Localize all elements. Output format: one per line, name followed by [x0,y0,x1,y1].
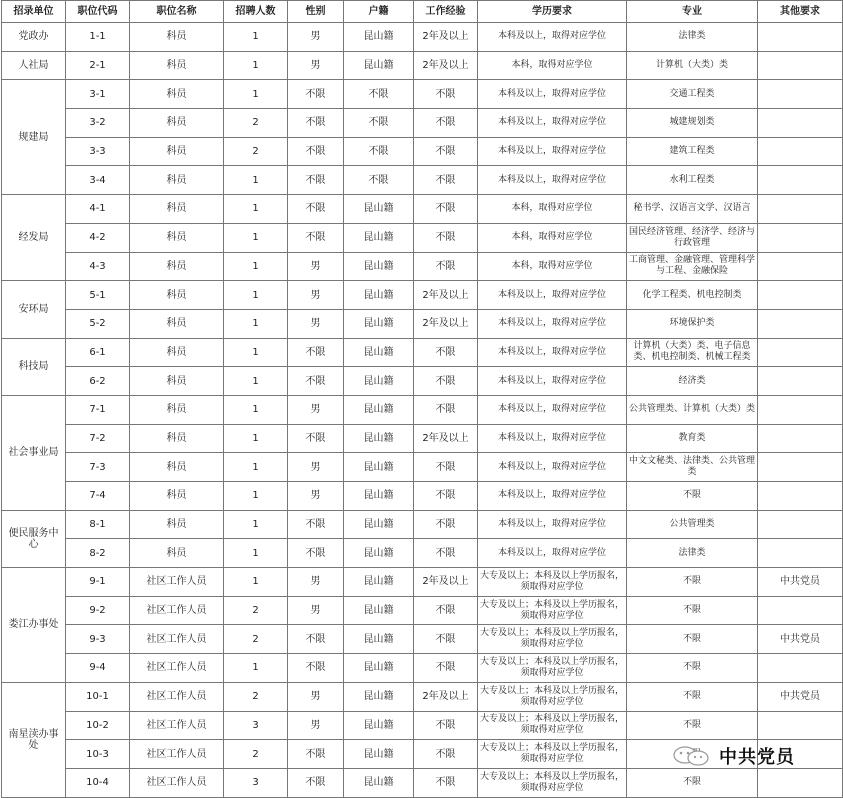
cell-position-code: 6-2 [66,367,130,396]
cell-hire-count: 1 [224,424,288,453]
table-row [2,482,843,511]
cell-hukou: 昆山籍 [344,223,414,252]
cell-major: 城建规划类 [627,109,758,138]
cell-position-code: 7-4 [66,482,130,511]
cell-gender: 不限 [288,740,344,769]
cell-major: 经济类 [627,367,758,396]
cell-dept: 规建局 [2,80,66,195]
cell-position-code: 5-2 [66,309,130,338]
cell-position-title: 科员 [130,395,224,424]
cell-work-experience: 不限 [414,768,478,797]
cell-education-req: 本科及以上，取得对应学位 [478,510,627,539]
cell-gender: 不限 [288,109,344,138]
cell-work-experience: 不限 [414,395,478,424]
cell-gender: 男 [288,252,344,281]
cell-other-req [758,109,843,138]
cell-position-title: 科员 [130,166,224,195]
cell-position-code: 7-1 [66,395,130,424]
header-edu: 学历要求 [478,1,627,23]
cell-position-title: 科员 [130,539,224,568]
table-row [2,281,843,310]
cell-hukou: 昆山籍 [344,740,414,769]
cell-position-code: 6-1 [66,338,130,367]
cell-hire-count: 1 [224,453,288,482]
watermark-text: 中共党员 [719,747,795,768]
header-exp: 工作经验 [414,1,478,23]
table-row [2,109,843,138]
cell-major: 不限 [627,654,758,683]
cell-gender: 男 [288,23,344,52]
cell-education-req: 本科及以上，取得对应学位 [478,166,627,195]
cell-hire-count: 1 [224,338,288,367]
table-row [2,252,843,281]
cell-hukou: 昆山籍 [344,195,414,224]
cell-hire-count: 1 [224,252,288,281]
table-row [2,625,843,654]
cell-position-code: 7-3 [66,453,130,482]
cell-education-req: 大专及以上；本科及以上学历报名，须取得对应学位 [478,596,627,625]
cell-major: 教育类 [627,424,758,453]
cell-major: 法律类 [627,539,758,568]
cell-dept: 人社局 [2,51,66,80]
cell-position-title: 社区工作人员 [130,682,224,711]
cell-education-req: 大专及以上；本科及以上学历报名，须取得对应学位 [478,768,627,797]
cell-other-req [758,80,843,109]
cell-hukou: 昆山籍 [344,568,414,597]
cell-hire-count: 1 [224,281,288,310]
cell-position-code: 10-3 [66,740,130,769]
cell-position-code: 1-1 [66,23,130,52]
table-row [2,80,843,109]
cell-position-title: 社区工作人员 [130,625,224,654]
cell-hukou: 不限 [344,109,414,138]
cell-hire-count: 1 [224,51,288,80]
header-dept: 招录单位 [2,1,66,23]
cell-position-title: 科员 [130,23,224,52]
cell-education-req: 本科，取得对应学位 [478,195,627,224]
cell-position-code: 10-4 [66,768,130,797]
cell-hukou: 昆山籍 [344,424,414,453]
cell-hire-count: 2 [224,740,288,769]
cell-other-req [758,453,843,482]
cell-education-req: 本科及以上，取得对应学位 [478,539,627,568]
cell-hire-count: 3 [224,768,288,797]
cell-hire-count: 2 [224,109,288,138]
cell-work-experience: 不限 [414,596,478,625]
cell-work-experience: 不限 [414,711,478,740]
cell-gender: 不限 [288,195,344,224]
cell-position-code: 9-1 [66,568,130,597]
cell-hire-count: 2 [224,625,288,654]
cell-position-code: 8-1 [66,510,130,539]
cell-other-req: 中共党员 [758,682,843,711]
cell-hire-count: 1 [224,23,288,52]
cell-other-req [758,424,843,453]
cell-work-experience: 不限 [414,539,478,568]
cell-gender: 男 [288,309,344,338]
cell-position-title: 科员 [130,80,224,109]
cell-hukou: 昆山籍 [344,625,414,654]
header-title: 职位名称 [130,1,224,23]
cell-gender: 不限 [288,166,344,195]
cell-other-req [758,166,843,195]
cell-hukou: 昆山籍 [344,309,414,338]
cell-position-title: 社区工作人员 [130,740,224,769]
cell-education-req: 大专及以上；本科及以上学历报名，须取得对应学位 [478,740,627,769]
cell-position-title: 科员 [130,367,224,396]
cell-education-req: 本科及以上，取得对应学位 [478,338,627,367]
cell-gender: 男 [288,711,344,740]
cell-dept: 安环局 [2,281,66,338]
cell-hukou: 昆山籍 [344,51,414,80]
cell-position-code: 3-3 [66,137,130,166]
cell-position-code: 4-3 [66,252,130,281]
cell-major: 计算机（大类）类、电子信息类、机电控制类、机械工程类 [627,338,758,367]
cell-work-experience: 不限 [414,252,478,281]
header-major: 专业 [627,1,758,23]
cell-gender: 不限 [288,625,344,654]
cell-major: 不限 [627,711,758,740]
cell-gender: 不限 [288,338,344,367]
cell-education-req: 大专及以上；本科及以上学历报名，须取得对应学位 [478,625,627,654]
cell-education-req: 大专及以上；本科及以上学历报名，须取得对应学位 [478,711,627,740]
cell-work-experience: 不限 [414,654,478,683]
cell-gender: 不限 [288,80,344,109]
table-row [2,510,843,539]
cell-position-code: 8-2 [66,539,130,568]
cell-other-req [758,338,843,367]
table-row [2,223,843,252]
cell-work-experience: 不限 [414,338,478,367]
cell-other-req [758,482,843,511]
cell-hire-count: 1 [224,80,288,109]
cell-hire-count: 2 [224,596,288,625]
cell-major: 环境保护类 [627,309,758,338]
cell-work-experience: 2年及以上 [414,568,478,597]
cell-hukou: 昆山籍 [344,711,414,740]
cell-hire-count: 1 [224,510,288,539]
cell-education-req: 本科，取得对应学位 [478,223,627,252]
cell-hukou: 昆山籍 [344,539,414,568]
table-row [2,309,843,338]
cell-gender: 不限 [288,539,344,568]
cell-position-title: 科员 [130,109,224,138]
table-row [2,711,843,740]
cell-position-title: 科员 [130,309,224,338]
cell-dept: 社会事业局 [2,395,66,510]
cell-work-experience: 2年及以上 [414,682,478,711]
cell-gender: 男 [288,596,344,625]
table-row [2,51,843,80]
cell-hukou: 昆山籍 [344,367,414,396]
cell-hukou: 昆山籍 [344,23,414,52]
cell-position-title: 科员 [130,424,224,453]
recruitment-table [1,0,843,798]
cell-position-code: 5-1 [66,281,130,310]
cell-work-experience: 2年及以上 [414,424,478,453]
cell-position-code: 7-2 [66,424,130,453]
watermark [655,738,795,774]
cell-hukou: 昆山籍 [344,395,414,424]
cell-major: 工商管理、金融管理、管理科学与工程、金融保险 [627,252,758,281]
cell-education-req: 本科及以上，取得对应学位 [478,424,627,453]
cell-other-req [758,195,843,224]
cell-position-code: 10-2 [66,711,130,740]
cell-hire-count: 1 [224,654,288,683]
cell-other-req [758,309,843,338]
cell-work-experience: 2年及以上 [414,23,478,52]
cell-work-experience: 不限 [414,453,478,482]
cell-education-req: 大专及以上；本科及以上学历报名，须取得对应学位 [478,682,627,711]
cell-major: 不限 [627,568,758,597]
cell-hire-count: 1 [224,539,288,568]
cell-work-experience: 不限 [414,482,478,511]
cell-hire-count: 1 [224,568,288,597]
cell-position-title: 科员 [130,510,224,539]
cell-hire-count: 1 [224,195,288,224]
cell-other-req [758,539,843,568]
table-row [2,654,843,683]
header-code: 职位代码 [66,1,130,23]
cell-position-title: 科员 [130,137,224,166]
table-row [2,596,843,625]
cell-major: 建筑工程类 [627,137,758,166]
cell-gender: 男 [288,281,344,310]
cell-position-title: 科员 [130,195,224,224]
cell-major: 不限 [627,682,758,711]
cell-hire-count: 3 [224,711,288,740]
cell-hukou: 昆山籍 [344,252,414,281]
cell-hire-count: 2 [224,682,288,711]
cell-other-req [758,223,843,252]
cell-major: 交通工程类 [627,80,758,109]
cell-gender: 男 [288,482,344,511]
cell-major: 化学工程类、机电控制类 [627,281,758,310]
cell-work-experience: 不限 [414,740,478,769]
cell-education-req: 本科及以上，取得对应学位 [478,80,627,109]
cell-other-req [758,367,843,396]
table-row [2,424,843,453]
cell-position-code: 9-4 [66,654,130,683]
table-row [2,568,843,597]
cell-gender: 男 [288,682,344,711]
cell-gender: 不限 [288,424,344,453]
cell-hire-count: 1 [224,367,288,396]
header-num: 招聘人数 [224,1,288,23]
cell-major: 不限 [627,596,758,625]
cell-other-req [758,510,843,539]
cell-hukou: 不限 [344,80,414,109]
cell-position-title: 社区工作人员 [130,596,224,625]
table-row [2,338,843,367]
cell-position-title: 社区工作人员 [130,768,224,797]
cell-other-req: 中共党员 [758,568,843,597]
cell-major: 法律类 [627,23,758,52]
cell-gender: 不限 [288,510,344,539]
cell-education-req: 本科及以上，取得对应学位 [478,395,627,424]
cell-other-req: 中共党员 [758,625,843,654]
table-row [2,195,843,224]
cell-education-req: 本科及以上，取得对应学位 [478,281,627,310]
cell-other-req [758,51,843,80]
cell-work-experience: 2年及以上 [414,281,478,310]
cell-work-experience: 不限 [414,510,478,539]
cell-other-req [758,281,843,310]
cell-dept: 娄江办事处 [2,568,66,683]
cell-position-title: 社区工作人员 [130,711,224,740]
cell-position-code: 4-1 [66,195,130,224]
cell-hukou: 昆山籍 [344,596,414,625]
cell-hire-count: 1 [224,223,288,252]
cell-education-req: 本科及以上，取得对应学位 [478,482,627,511]
cell-hukou: 昆山籍 [344,654,414,683]
cell-education-req: 本科及以上，取得对应学位 [478,109,627,138]
table-row [2,23,843,52]
header-gender: 性别 [288,1,344,23]
cell-other-req [758,252,843,281]
table-row [2,682,843,711]
cell-other-req [758,137,843,166]
cell-major: 不限 [627,768,758,797]
cell-other-req [758,23,843,52]
cell-gender: 不限 [288,654,344,683]
cell-work-experience: 不限 [414,367,478,396]
header-row [2,1,843,23]
cell-work-experience: 不限 [414,195,478,224]
wechat-logo-icon [671,745,713,767]
cell-work-experience: 不限 [414,80,478,109]
cell-education-req: 本科及以上，取得对应学位 [478,367,627,396]
cell-gender: 不限 [288,223,344,252]
cell-dept: 科技局 [2,338,66,395]
cell-work-experience: 不限 [414,223,478,252]
cell-hukou: 不限 [344,137,414,166]
cell-hukou: 昆山籍 [344,482,414,511]
cell-position-title: 科员 [130,453,224,482]
cell-position-code: 3-1 [66,80,130,109]
cell-education-req: 大专及以上；本科及以上学历报名，须取得对应学位 [478,654,627,683]
cell-gender: 不限 [288,367,344,396]
cell-major: 计算机（大类）类 [627,51,758,80]
cell-position-title: 社区工作人员 [130,654,224,683]
cell-work-experience: 2年及以上 [414,309,478,338]
cell-position-code: 4-2 [66,223,130,252]
cell-education-req: 本科，取得对应学位 [478,252,627,281]
cell-hire-count: 1 [224,395,288,424]
cell-major: 不限 [627,482,758,511]
cell-position-code: 3-2 [66,109,130,138]
cell-hukou: 昆山籍 [344,453,414,482]
header-hukou: 户籍 [344,1,414,23]
cell-position-code: 2-1 [66,51,130,80]
cell-major: 秘书学、汉语言文学、汉语言 [627,195,758,224]
cell-dept: 党政办 [2,23,66,52]
cell-major: 中文文秘类、法律类、公共管理类 [627,453,758,482]
cell-work-experience: 不限 [414,625,478,654]
cell-major: 公共管理类 [627,510,758,539]
cell-gender: 不限 [288,768,344,797]
cell-position-title: 科员 [130,51,224,80]
cell-education-req: 本科及以上，取得对应学位 [478,137,627,166]
cell-work-experience: 不限 [414,166,478,195]
cell-hire-count: 1 [224,166,288,195]
cell-position-title: 科员 [130,252,224,281]
cell-hire-count: 1 [224,482,288,511]
cell-hire-count: 2 [224,137,288,166]
cell-dept: 便民服务中心 [2,510,66,567]
cell-hukou: 昆山籍 [344,510,414,539]
cell-position-code: 9-2 [66,596,130,625]
table-row [2,367,843,396]
cell-hukou: 昆山籍 [344,768,414,797]
cell-position-title: 科员 [130,482,224,511]
cell-work-experience: 不限 [414,109,478,138]
cell-major: 公共管理类、计算机（大类）类 [627,395,758,424]
cell-education-req: 本科及以上，取得对应学位 [478,23,627,52]
cell-dept: 南星渎办事处 [2,682,66,797]
table-row [2,539,843,568]
cell-gender: 不限 [288,137,344,166]
cell-gender: 男 [288,568,344,597]
cell-work-experience: 2年及以上 [414,51,478,80]
cell-hukou: 不限 [344,166,414,195]
cell-major: 水利工程类 [627,166,758,195]
cell-gender: 男 [288,395,344,424]
table-row [2,137,843,166]
cell-position-code: 3-4 [66,166,130,195]
header-other: 其他要求 [758,1,843,23]
cell-position-title: 科员 [130,223,224,252]
cell-education-req: 本科及以上，取得对应学位 [478,309,627,338]
cell-gender: 男 [288,51,344,80]
cell-position-title: 科员 [130,338,224,367]
cell-position-code: 10-1 [66,682,130,711]
cell-other-req [758,395,843,424]
cell-hukou: 昆山籍 [344,338,414,367]
table-body [2,23,843,798]
table-row [2,166,843,195]
cell-major: 不限 [627,625,758,654]
cell-dept: 经发局 [2,195,66,281]
cell-position-title: 社区工作人员 [130,568,224,597]
cell-gender: 男 [288,453,344,482]
cell-position-code: 9-3 [66,625,130,654]
cell-other-req [758,596,843,625]
cell-education-req: 本科，取得对应学位 [478,51,627,80]
cell-position-title: 科员 [130,281,224,310]
table-row [2,453,843,482]
cell-other-req [758,654,843,683]
cell-education-req: 本科及以上，取得对应学位 [478,453,627,482]
cell-hire-count: 1 [224,309,288,338]
cell-work-experience: 不限 [414,137,478,166]
table-row [2,395,843,424]
cell-other-req [758,711,843,740]
cell-major: 国民经济管理、经济学、经济与行政管理 [627,223,758,252]
cell-hukou: 昆山籍 [344,682,414,711]
cell-hukou: 昆山籍 [344,281,414,310]
cell-education-req: 大专及以上；本科及以上学历报名，须取得对应学位 [478,568,627,597]
